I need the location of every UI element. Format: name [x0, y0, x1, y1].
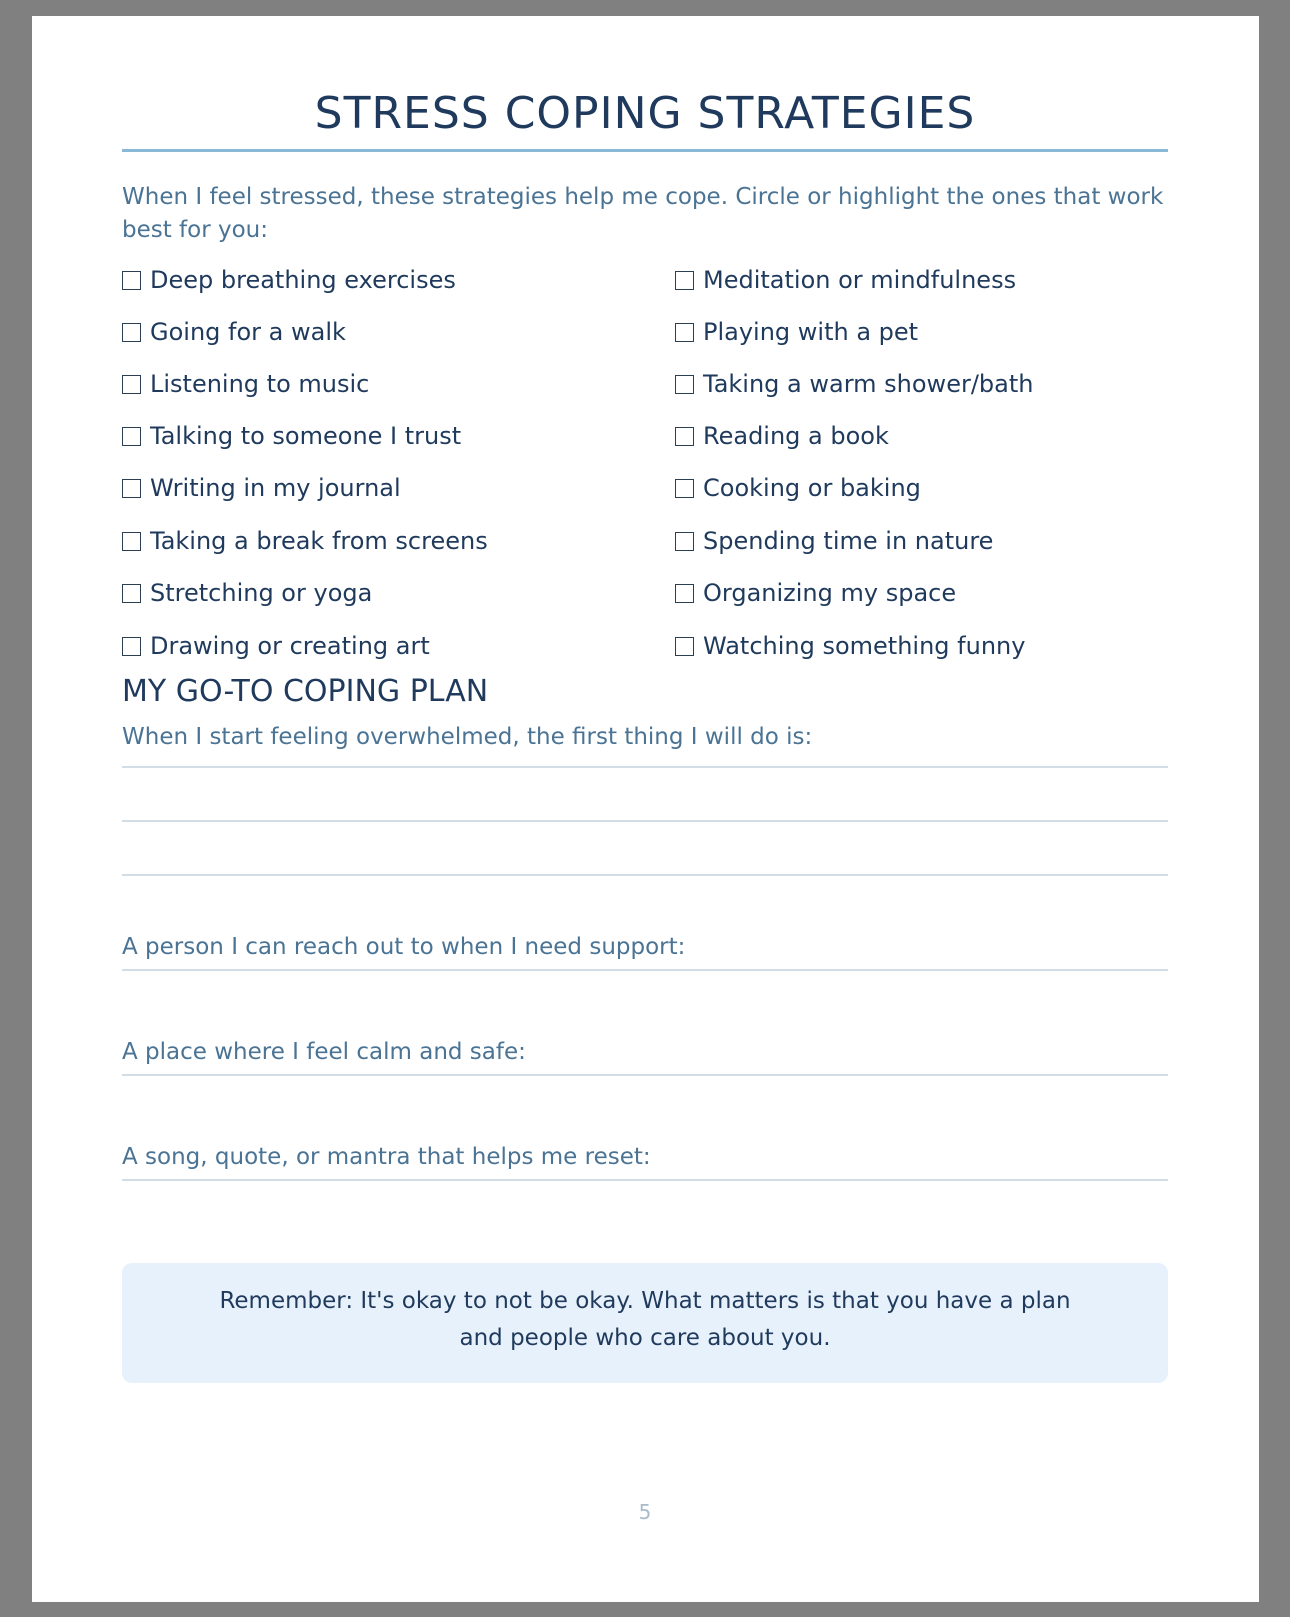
- checklist-item-label: Watching something funny: [703, 632, 1026, 660]
- checklist-item[interactable]: [675, 631, 1025, 661]
- checkbox-icon[interactable]: [675, 427, 694, 446]
- checkbox-icon[interactable]: [675, 479, 694, 498]
- checklist-item-label: Stretching or yoga: [150, 579, 373, 607]
- checklist-item[interactable]: [122, 631, 430, 661]
- checklist-item-label: Organizing my space: [703, 579, 957, 607]
- checklist-item[interactable]: [122, 473, 401, 503]
- page-title: STRESS COPING STRATEGIES: [314, 88, 976, 139]
- write-in-line[interactable]: [122, 1179, 1168, 1181]
- checklist-item[interactable]: [122, 317, 346, 347]
- checkbox-icon[interactable]: [675, 637, 694, 656]
- mantra-prompt: A song, quote, or mantra that helps me reset:: [122, 1144, 651, 1170]
- page-number: 5: [638, 1500, 652, 1524]
- reminder-callout: [122, 1263, 1168, 1383]
- checkbox-icon[interactable]: [122, 323, 141, 342]
- checklist-item-label: Talking to someone I trust: [150, 422, 462, 450]
- checklist-item-label: Drawing or creating art: [150, 632, 430, 660]
- checklist-item-label: Taking a warm shower/bath: [703, 370, 1034, 398]
- checklist-item[interactable]: [122, 578, 372, 608]
- checklist-item-label: Listening to music: [150, 370, 370, 398]
- checklist-item-label: Meditation or mindfulness: [703, 266, 1017, 294]
- checklist-item-label: Writing in my journal: [150, 474, 401, 502]
- title-underline: [122, 149, 1168, 152]
- checklist-item-label: Taking a break from screens: [150, 527, 488, 555]
- checkbox-icon[interactable]: [675, 271, 694, 290]
- checklist-item[interactable]: [675, 578, 956, 608]
- checklist-item-label: Spending time in nature: [703, 527, 994, 555]
- checklist-item[interactable]: [122, 265, 456, 295]
- checklist-item[interactable]: [675, 265, 1016, 295]
- checkbox-icon[interactable]: [122, 479, 141, 498]
- checkbox-icon[interactable]: [675, 375, 694, 394]
- intro-text: When I feel stressed, these strategies help me cope. Circle or highlight the ones that work best for you:: [122, 184, 1164, 243]
- checkbox-icon[interactable]: [675, 323, 694, 342]
- checkbox-icon[interactable]: [122, 584, 141, 603]
- write-in-line[interactable]: [122, 969, 1168, 971]
- checklist-item-label: Deep breathing exercises: [150, 266, 456, 294]
- reminder-text-line-1: Remember: It's okay to not be okay. What matters is that you have a plan: [219, 1288, 1071, 1314]
- support-person-prompt: A person I can reach out to when I need support:: [122, 934, 686, 960]
- checklist-item-label: Cooking or baking: [703, 474, 921, 502]
- checklist-item[interactable]: [122, 369, 369, 399]
- checkbox-icon[interactable]: [122, 427, 141, 446]
- checklist-item-label: Going for a walk: [150, 318, 346, 346]
- checklist-item[interactable]: [675, 421, 889, 451]
- checklist-item[interactable]: [675, 369, 1033, 399]
- checkbox-icon[interactable]: [675, 532, 694, 551]
- reminder-text-line-2: and people who care about you.: [459, 1325, 831, 1351]
- first-action-prompt: When I start feeling overwhelmed, the first thing I will do is:: [122, 724, 813, 750]
- checklist-item[interactable]: [122, 526, 488, 556]
- checkbox-icon[interactable]: [122, 637, 141, 656]
- coping-plan-heading: MY GO-TO COPING PLAN: [122, 674, 489, 709]
- write-in-line[interactable]: [122, 820, 1168, 822]
- calm-place-prompt: A place where I feel calm and safe:: [122, 1039, 526, 1065]
- write-in-line[interactable]: [122, 766, 1168, 768]
- checklist-item[interactable]: [675, 317, 918, 347]
- checklist-item[interactable]: [675, 473, 921, 503]
- checkbox-icon[interactable]: [675, 584, 694, 603]
- checklist-item-label: Playing with a pet: [703, 318, 919, 346]
- worksheet-page: [32, 16, 1259, 1602]
- checkbox-icon[interactable]: [122, 375, 141, 394]
- checkbox-icon[interactable]: [122, 271, 141, 290]
- checklist-item[interactable]: [122, 421, 461, 451]
- write-in-line[interactable]: [122, 1074, 1168, 1076]
- write-in-line[interactable]: [122, 874, 1168, 876]
- checklist-item[interactable]: [675, 526, 993, 556]
- checklist-item-label: Reading a book: [703, 422, 889, 450]
- checkbox-icon[interactable]: [122, 532, 141, 551]
